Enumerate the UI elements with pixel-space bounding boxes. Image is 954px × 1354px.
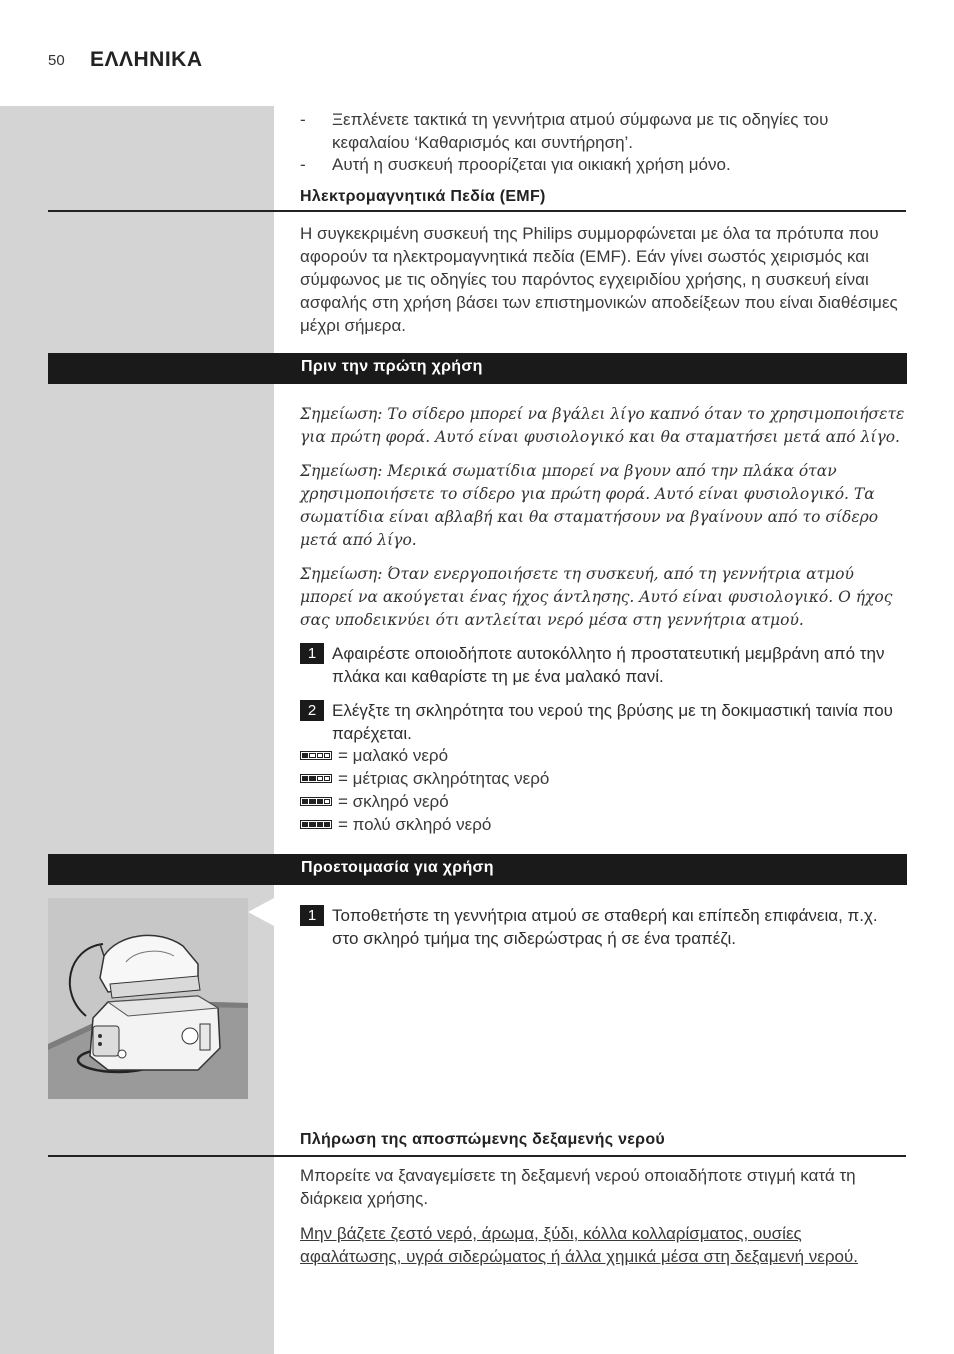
test-strip-icon [300, 751, 332, 760]
emf-paragraph: Η συγκεκριμένη συσκευή της Philips συμμορφώνεται με όλα τα πρότυπα που αφορούν τα ηλεκτρομαγνητικά πεδία (EMF). Εάν γίνει σωστός χειρισμός και σύμφωνος με τις οδηγίες του παρόντος εγχειριδίου χρήσης, η συσκευή είναι ασφαλής στη χρήση βάσει των επιστημονικών αποδείξεων που είναι διαθέσιμες μέχρι σήμερα. [300, 224, 898, 335]
step-number-badge: 2 [300, 700, 324, 721]
step-item [300, 904, 906, 950]
callout-pointer [248, 898, 274, 926]
hardness-label: = μαλακό νερό [338, 746, 449, 765]
section-title: Πριν την πρώτη χρήση [301, 358, 483, 375]
step-number-badge: 1 [300, 905, 324, 926]
note-paragraph: Σημείωση: Μερικά σωματίδια μπορεί να βγουν από την πλάκα όταν χρησιμοποιήσετε το σίδερο για πρώτη φορά. Αυτό είναι φυσιολογικό. Τα σωματίδια είναι αβλαβή και θα σταματήσουν να βγαίνουν από το σίδερο μετά από λίγο. [300, 462, 879, 549]
test-strip-icon [300, 774, 332, 783]
hardness-label: = πολύ σκληρό νερό [338, 815, 492, 834]
step-text: Ελέγξτε τη σκληρότητα του νερού της βρύσης με τη δοκιμαστική ταινία που παρέχεται. [332, 701, 893, 743]
hardness-row [300, 813, 491, 836]
heading-rule [48, 210, 906, 212]
bullet-dash: - [300, 110, 306, 129]
heading-rule [48, 1155, 906, 1157]
section-heading-filling: Πλήρωση της αποσπώμενης δεξαμενής νερού [300, 1131, 666, 1148]
steam-generator-illustration [48, 898, 248, 1099]
page-language-title: ΕΛΛΗΝΙΚΑ [90, 48, 203, 71]
hardness-row [300, 744, 448, 767]
steam-generator-icon [48, 898, 248, 1099]
list-item [300, 108, 906, 154]
hardness-label: = μέτριας σκληρότητας νερό [338, 769, 550, 788]
hardness-row [300, 790, 449, 813]
note-paragraph: Σημείωση: Το σίδερο μπορεί να βγάλει λίγο καπνό όταν το χρησιμοποιήσετε για πρώτη φορά. Αυτό είναι φυσιολογικό και θα σταματήσει μετά από λίγο. [300, 405, 905, 446]
test-strip-icon [300, 797, 332, 806]
left-margin-panel [0, 106, 274, 1354]
note-paragraph: Σημείωση: Όταν ενεργοποιήσετε τη συσκευή, από τη γεννήτρια ατμού μπορεί να ακούγεται ένας ήχος άντλησης. Αυτό είναι φυσιολογικό. Ο ήχος σας υποδεικνύει ότι αντλείται νερό μέσα στη γεννήτρια ατμού. [300, 565, 893, 629]
bullet-dash: - [300, 155, 306, 174]
bullet-text: Ξεπλένετε τακτικά τη γεννήτρια ατμού σύμφωνα με τις οδηγίες του κεφαλαίου ‘Καθαρισμός και συντήρηση’. [332, 110, 829, 152]
page-number: 50 [48, 52, 65, 69]
step-text: Αφαιρέστε οποιοδήποτε αυτοκόλλητο ή προστατευτική μεμβράνη από την πλάκα και καθαρίστε τη με ένα μαλακό πανί. [332, 644, 885, 686]
step-item [300, 699, 906, 745]
hardness-row [300, 767, 549, 790]
step-text: Τοποθετήστε τη γεννήτρια ατμού σε σταθερή και επίπεδη επιφάνεια, π.χ. στο σκληρό τμήμα της σιδερώστρας ή σε ένα τραπέζι. [332, 906, 878, 948]
test-strip-icon [300, 820, 332, 829]
bullet-text: Αυτή η συσκευή προορίζεται για οικιακή χρήση μόνο. [332, 155, 731, 174]
list-item [300, 153, 906, 176]
filling-paragraph: Μπορείτε να ξαναγεμίσετε τη δεξαμενή νερού οποιαδήποτε στιγμή κατά τη διάρκεια χρήσης. [300, 1166, 856, 1208]
section-title: Προετοιμασία για χρήση [301, 859, 494, 876]
step-item [300, 642, 906, 688]
section-bar-before-first-use [48, 353, 907, 384]
filling-warning: Μην βάζετε ζεστό νερό, άρωμα, ξύδι, κόλλα κολλαρίσματος, ουσίες αφαλάτωσης, υγρά σιδερώματος ή άλλα χημικά μέσα στη δεξαμενή νερού. [300, 1224, 859, 1266]
step-number-badge: 1 [300, 643, 324, 664]
section-bar-preparing [48, 854, 907, 885]
section-heading-emf: Ηλεκτρομαγνητικά Πεδία (EMF) [300, 188, 546, 205]
hardness-label: = σκληρό νερό [338, 792, 449, 811]
